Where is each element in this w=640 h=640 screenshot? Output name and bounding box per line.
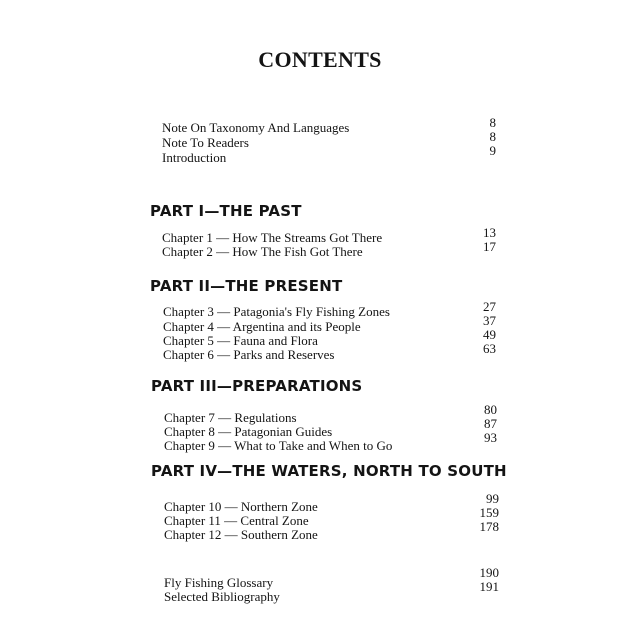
toc-page-number: 63 — [483, 341, 496, 356]
toc-entry-label: Fly Fishing Glossary — [164, 575, 274, 590]
toc-entry-label: Chapter 10 — Northern Zone — [164, 499, 318, 514]
toc-entry-label: Introduction — [162, 150, 227, 165]
toc-page-number: 159 — [479, 505, 499, 520]
toc-page-number: 8 — [489, 115, 496, 130]
part-heading: PART III—PREPARATIONS — [151, 377, 363, 395]
toc-page-number: 27 — [483, 299, 496, 314]
toc-entry-label: Chapter 2 — How The Fish Got There — [162, 244, 363, 259]
toc-page-number: 93 — [484, 430, 497, 445]
toc-page-number: 80 — [484, 402, 497, 417]
toc-page-number: 178 — [479, 519, 499, 534]
toc-page-number: 87 — [484, 416, 497, 431]
toc-entry-label: Chapter 7 — Regulations — [164, 410, 297, 425]
toc-entry-label: Chapter 6 — Parks and Reserves — [163, 347, 335, 362]
page-title: CONTENTS — [258, 47, 382, 72]
toc-page-number: 191 — [479, 579, 499, 594]
toc-page-number: 49 — [483, 327, 496, 342]
toc-entry-label: Chapter 4 — Argentina and its People — [163, 319, 361, 334]
toc-page-number: 13 — [483, 225, 496, 240]
toc-page-number: 99 — [486, 491, 499, 506]
toc-entry-label: Chapter 9 — What to Take and When to Go — [164, 438, 393, 453]
part-heading: PART I—THE PAST — [150, 202, 302, 220]
toc-entry-label: Chapter 1 — How The Streams Got There — [162, 230, 383, 245]
toc-page-number: 8 — [489, 129, 496, 144]
toc-entry-label: Chapter 3 — Patagonia's Fly Fishing Zones — [163, 304, 390, 319]
part-heading: PART IV—THE WATERS, NORTH TO SOUTH — [151, 462, 507, 480]
toc-entry-label: Chapter 12 — Southern Zone — [164, 527, 318, 542]
toc-entry-label: Chapter 8 — Patagonian Guides — [164, 424, 333, 439]
toc-entry-label: Note On Taxonomy And Languages — [162, 120, 350, 135]
toc-entry-label: Selected Bibliography — [164, 589, 280, 604]
part-heading: PART II—THE PRESENT — [150, 277, 343, 295]
toc-entry-label: Note To Readers — [162, 135, 249, 150]
toc-entry-label: Chapter 11 — Central Zone — [164, 513, 309, 528]
toc-page-number: 17 — [483, 239, 496, 254]
toc-page-number: 190 — [479, 565, 499, 580]
toc-page-number: 37 — [483, 313, 496, 328]
toc-entry-label: Chapter 5 — Fauna and Flora — [163, 333, 318, 348]
toc-page-number: 9 — [489, 143, 496, 158]
